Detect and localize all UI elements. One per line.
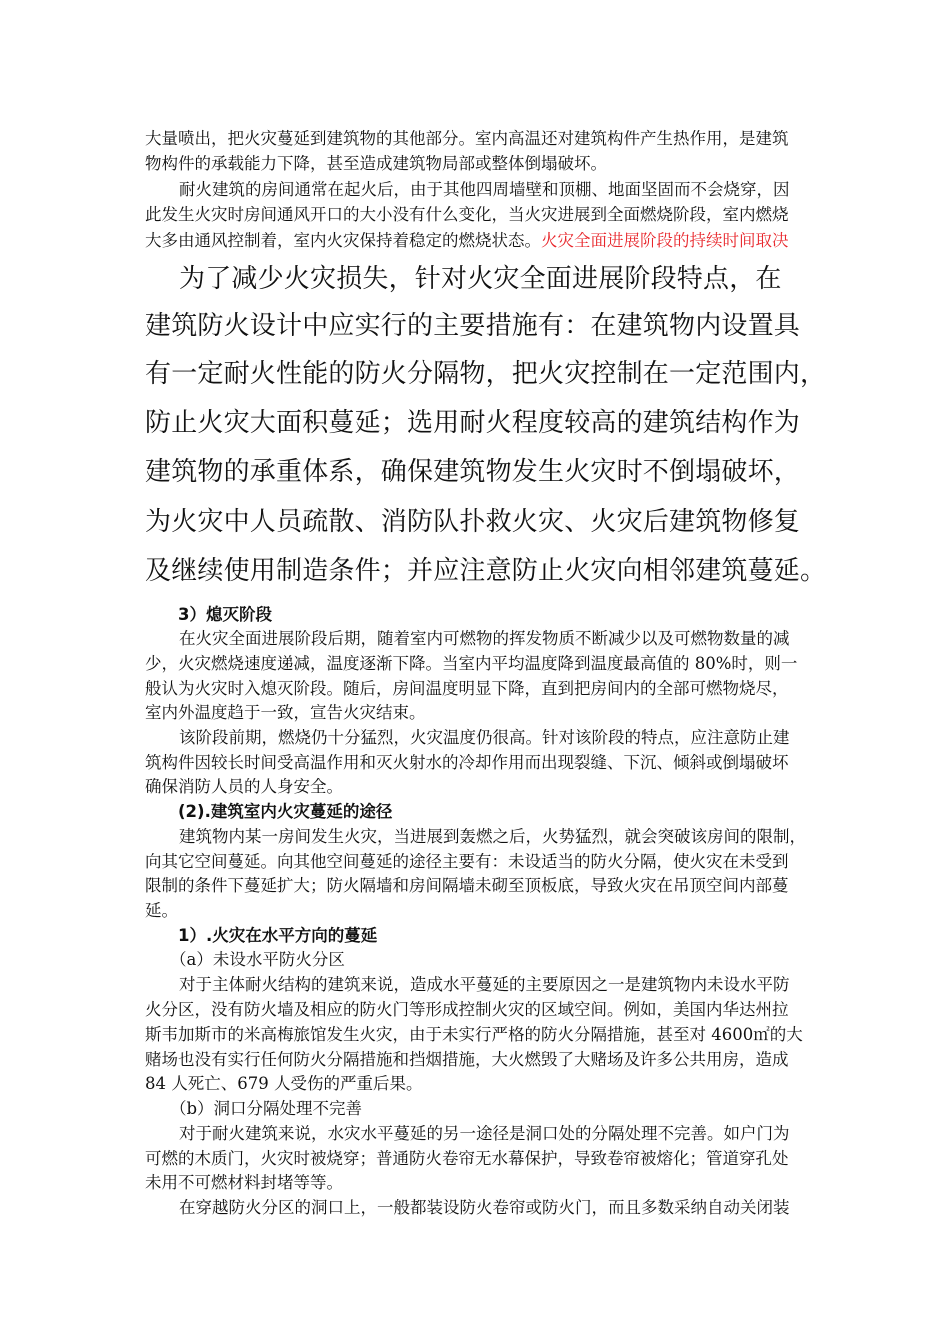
text-line: 对于主体耐火结构的建筑来说，造成水平蔓延的主要原因之一是建筑物内未设水平防: [179, 975, 790, 994]
subsection-heading: （a）未设水平防火分区: [170, 950, 345, 969]
text-line: 在穿越防火分区的洞口上，一般都装设防火卷帘或防火门，而且多数采纳自动关闭装: [179, 1198, 790, 1217]
large-text-line: 为火灾中人员疏散、消防队扑救火灾、火灾后建筑物修复: [145, 507, 801, 537]
large-text-line: 建筑物的承重体系，确保建筑物发生火灾时不倒塌破坏，: [145, 457, 801, 487]
text-line: 确保消防人员的人身安全。: [145, 777, 343, 796]
text-line: 大量喷出，把火灾蔓延到建筑物的其他部分。室内高温还对建筑构件产生热作用，是建筑: [145, 129, 789, 148]
large-text-line: 防止火灾大面积蔓延；选用耐火程度较高的建筑结构作为: [145, 408, 801, 438]
text-line: 对于耐火建筑来说，水灾水平蔓延的另一途径是洞口处的分隔处理不完善。如户门为: [179, 1124, 790, 1143]
section-heading: (2).建筑室内火灾蔓延的途径: [178, 802, 393, 821]
large-text-line: 有一定耐火性能的防火分隔物，把火灾控制在一定范围内，: [145, 359, 827, 389]
text-line: 物构件的承载能力下降，甚至造成建筑物局部或整体倒塌破坏。: [145, 154, 607, 173]
text-line: 般认为火灾时入熄灭阶段。随后，房间温度明显下降，直到把房间内的全部可燃物烧尽，: [145, 679, 789, 698]
text-line: 限制的条件下蔓延扩大；防火隔墙和房间隔墙未砌至顶板底，导致火灾在吊顶空间内部蔓: [145, 876, 789, 895]
text-line: 建筑物内某一房间发生火灾，当进展到轰燃之后，火势猛烈，就会突破该房间的限制，: [179, 827, 806, 846]
text-line: 斯韦加斯市的米高梅旅馆发生火灾，由于未实行严格的防火分隔措施，甚至对 4600㎡的大: [145, 1025, 803, 1044]
text-line: 火分区，没有防火墙及相应的防火门等形成控制火灾的区域空间。例如，美国内华达州拉: [145, 1000, 789, 1019]
text-line: [145, 229, 789, 253]
large-text-line: 建筑防火设计中应实行的主要措施有：在建筑物内设置具: [145, 311, 801, 341]
text-line: 该阶段前期，燃烧仍十分猛烈，火灾温度仍很高。针对该阶段的特点，应注意防止建: [179, 728, 790, 747]
text-line: 赌场也没有实行任何防火分隔措施和挡烟措施，大火燃毁了大赌场及许多公共用房，造成: [145, 1050, 789, 1069]
text-line: 未用不可燃材料封堵等等。: [145, 1173, 343, 1192]
text-line: 可燃的木质门，火灾时被烧穿；普通防火卷帘无水幕保护，导致卷帘被熔化；管道穿孔处: [145, 1149, 789, 1168]
text-line: 延。: [145, 901, 178, 920]
section-heading: 1）.火灾在水平方向的蔓延: [178, 926, 378, 945]
text-line: 少，火灾燃烧速度递减，温度逐渐下降。当室内平均温度降到温度最高值的 80%时，则一: [145, 654, 798, 673]
text-line: 向其它空间蔓延。向其他空间蔓延的途径主要有：未设适当的防火分隔，使火灾在未受到: [145, 852, 789, 871]
section-heading: 3）熄灭阶段: [178, 605, 272, 624]
text-line: 此发生火灾时房间通风开口的大小没有什么变化，当火灾进展到全面燃烧阶段，室内燃烧: [145, 205, 789, 224]
large-text-line: 及继续使用制造条件；并应注意防止火灾向相邻建筑蔓延。: [145, 556, 827, 586]
text-segment: 大多由通风控制着，室内火灾保持着稳定的燃烧状态。: [145, 231, 541, 250]
text-line: 筑构件因较长时间受高温作用和灭火射水的冷却作用而出现裂缝、下沉、倾斜或倒塌破坏: [145, 753, 789, 772]
highlighted-text: 火灾全面进展阶段的持续时间取决: [541, 231, 789, 250]
text-line: 耐火建筑的房间通常在起火后，由于其他四周墙壁和顶棚、地面坚固而不会烧穿，因: [179, 180, 790, 199]
subsection-heading: （b）洞口分隔处理不完善: [170, 1099, 363, 1118]
text-line: 84 人死亡、679 人受伤的严重后果。: [145, 1074, 423, 1093]
text-line: 在火灾全面进展阶段后期，随着室内可燃物的挥发物质不断减少以及可燃物数量的减: [179, 629, 790, 648]
text-line: 室内外温度趋于一致，宣告火灾结束。: [145, 703, 426, 722]
large-text-line: 为了减少火灾损失，针对火灾全面进展阶段特点，在: [179, 264, 782, 294]
